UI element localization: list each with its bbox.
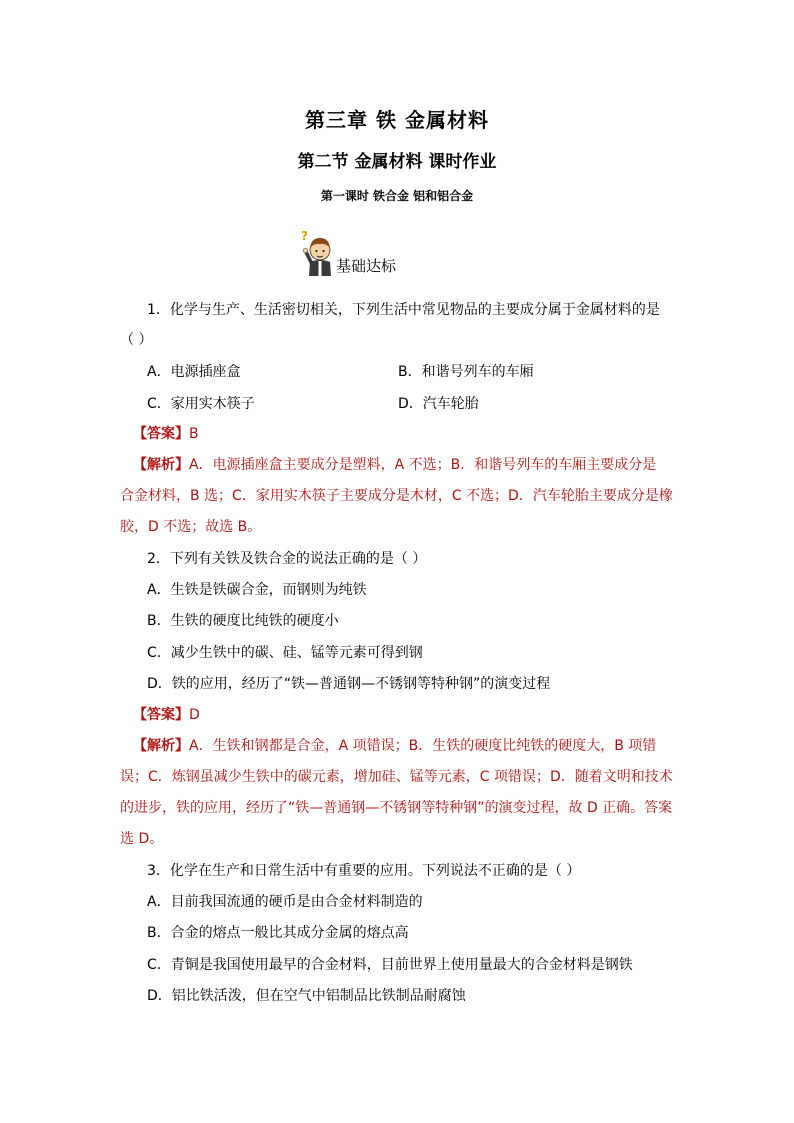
question-3-option-b: B．合金的熔点一般比其成分金属的熔点高 [147, 925, 409, 941]
svg-text:?: ? [301, 229, 308, 243]
section-title: 第二节 金属材料 课时作业 [297, 152, 497, 172]
question-2-option-b: B．生铁的硬度比纯铁的硬度小 [147, 613, 339, 629]
question-1-option-c: C．家用实木筷子 [147, 396, 255, 412]
question-2-analysis-line-1: 【解析】A．生铁和钢都是合金，A 项错误；B．生铁的硬度比纯铁的硬度大，B 项错 [133, 738, 657, 754]
answer-tag: 【答案】 [133, 426, 189, 442]
question-1-option-d: D．汽车轮胎 [398, 396, 479, 412]
question-3-option-a: A．目前我国流通的硬币是由合金材料制造的 [147, 894, 423, 910]
question-2-answer [133, 705, 200, 725]
question-2-analysis-line-4: 选 D。 [120, 831, 164, 847]
student-thinking-icon [298, 228, 338, 276]
question-1-option-a: A．电源插座盒 [147, 364, 241, 380]
answer-value: D [189, 707, 200, 723]
question-1-blank: （ ） [120, 332, 153, 348]
answer-tag: 【答案】 [133, 707, 189, 723]
question-2-option-a: A．生铁是铁碳合金，而钢则为纯铁 [147, 582, 367, 598]
lesson-title: 第一课时 铁合金 铝和铝合金 [320, 189, 474, 203]
analysis-tag: 【解析】 [133, 738, 189, 754]
question-2-option-c: C．减少生铁中的碳、硅、锰等元素可得到钢 [147, 645, 423, 661]
chapter-title: 第三章 铁 金属材料 [305, 108, 489, 132]
question-1-option-b: B．和谐号列车的车厢 [398, 364, 534, 380]
question-3-stem: 3．化学在生产和日常生活中有重要的应用。下列说法不正确的是（ ） [147, 863, 581, 879]
question-2-analysis-line-2: 误；C．炼钢虽减少生铁中的碳元素，增加硅、锰等元素，C 项错误；D．随着文明和技术 [120, 769, 673, 785]
question-3-option-c: C．青铜是我国使用最早的合金材料，目前世界上使用量最大的合金材料是钢铁 [147, 957, 633, 973]
question-3-option-d: D．铝比铁活泼，但在空气中铝制品比铁制品耐腐蚀 [147, 988, 466, 1004]
question-1-stem: 1．化学与生产、生活密切相关，下列生活中常见物品的主要成分属于金属材料的是 [147, 302, 660, 318]
question-1-answer [133, 424, 199, 444]
question-1-analysis-line-2: 合金材料，B 选；C．家用实木筷子主要成分是木材，C 不选；D．汽车轮胎主要成分是橡 [120, 488, 673, 504]
question-1-analysis-line-1: 【解析】A．电源插座盒主要成分是塑料，A 不选；B．和谐号列车的车厢主要成分是 [133, 457, 657, 473]
analysis-tag: 【解析】 [133, 457, 189, 473]
answer-value: B [189, 426, 199, 442]
question-2-stem: 2．下列有关铁及铁合金的说法正确的是（ ） [147, 551, 427, 567]
question-2-analysis-line-3: 的进步，铁的应用，经历了“铁—普通钢—不锈钢等特种钢”的演变过程，故 D 正确。答案 [120, 800, 673, 816]
question-1-analysis-line-3: 胶，D 不选；故选 B。 [120, 519, 262, 535]
question-2-option-d: D．铁的应用，经历了“铁—普通钢—不锈钢等特种钢”的演变过程 [147, 676, 551, 692]
section-label: 基础达标 [336, 257, 397, 275]
